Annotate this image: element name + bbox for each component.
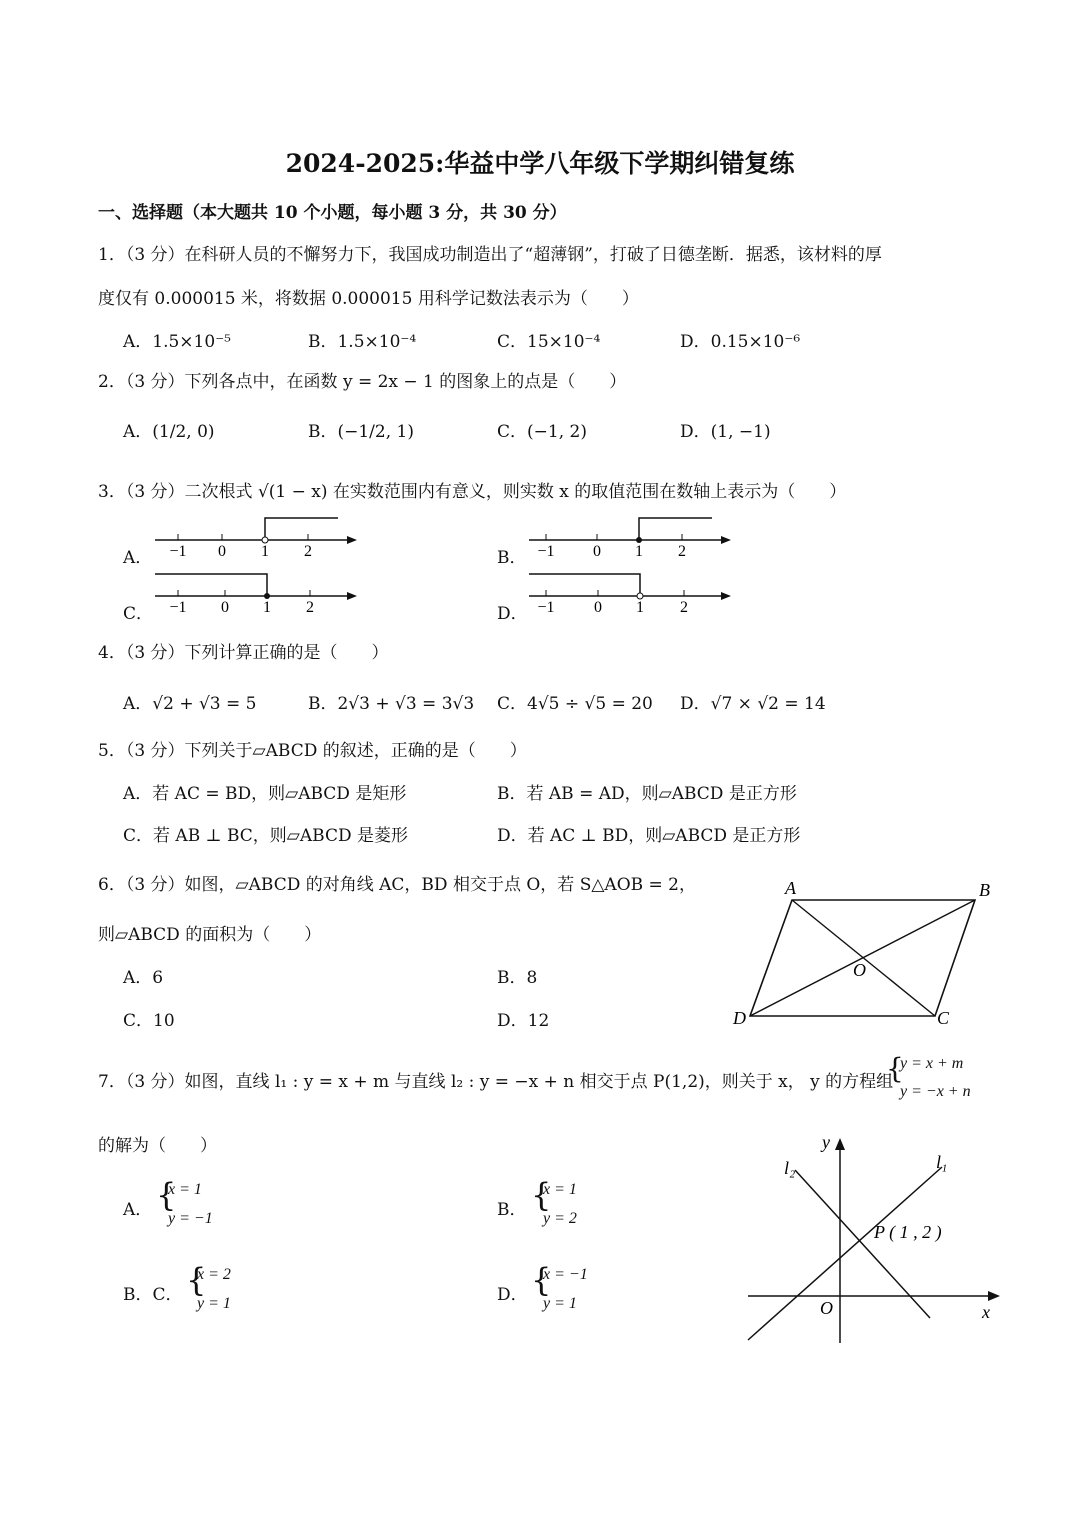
coordinate-figure — [740, 1128, 1010, 1353]
q7-option-a-eq1: x = 1 — [168, 1181, 202, 1198]
vertex-label-d: D — [733, 1008, 746, 1028]
system-eq1: y = x + m — [900, 1055, 964, 1072]
tick-label: 1 — [636, 599, 644, 616]
q1-option-d: D．0.15×10⁻⁶ — [680, 332, 801, 352]
tick-label: 2 — [306, 599, 314, 616]
y-axis-label: y — [822, 1132, 830, 1152]
vertex-label-c: C — [937, 1008, 950, 1028]
q5-option-a: A．若 AC = BD，则▱ABCD 是矩形 — [123, 784, 407, 804]
q2-option-a: A．(1/2, 0) — [123, 422, 215, 442]
tick-label: −1 — [537, 543, 555, 560]
q6-line2: 则▱ABCD 的面积为（ ） — [98, 925, 322, 945]
q7-option-d-eq2: y = 1 — [543, 1295, 577, 1312]
vertex-label-b: B — [979, 880, 990, 900]
q3-option-d: D． — [497, 604, 528, 624]
q2-option-c: C．(−1, 2) — [497, 422, 587, 442]
line-l1 — [748, 1167, 942, 1340]
tick-label: 2 — [304, 543, 312, 560]
q1-option-b: B．1.5×10⁻⁴ — [308, 332, 417, 352]
q7-option-c-eq2: y = 1 — [197, 1295, 231, 1312]
q6-option-a: A．6 — [123, 968, 164, 988]
q5-option-c: C．若 AB ⊥ BC，则▱ABCD 是菱形 — [123, 826, 408, 846]
system-brace: { — [886, 1052, 904, 1085]
q4-option-b: B．2√3 + √3 = 3√3 — [308, 694, 475, 714]
q4-option-c: C．4√5 ÷ √5 = 20 — [497, 694, 653, 714]
q1-line1: 1．（3 分）在科研人员的不懈努力下，我国成功制造出了“超薄钢”，打破了日德垄断．据悉，该材料的厚 — [98, 245, 882, 265]
q5-line1: 5．（3 分）下列关于▱ABCD 的叙述，正确的是（ ） — [98, 741, 527, 761]
q7-option-c-label: B．C． — [123, 1285, 183, 1305]
q7-option-a-eq2: y = −1 — [168, 1210, 213, 1227]
q1-line2: 度仅有 0.000015 米，将数据 0.000015 用科学记数法表示为（ ） — [98, 289, 639, 309]
brace: { — [186, 1261, 207, 1299]
l2-label: l₂ — [784, 1158, 796, 1178]
q6-option-b: B．8 — [497, 968, 538, 988]
q3-option-c: C． — [123, 604, 154, 624]
q7-line1: 7．（3 分）如图，直线 l₁ : y = x + m 与直线 l₂ : y = −x + n 相交于点 P(1,2)，则关于 x， y 的方程组 — [98, 1072, 894, 1092]
page-title: 2024-2025:华益中学八年级下学期纠错复练 — [285, 149, 795, 178]
tick-label: 0 — [594, 599, 602, 616]
tick-label: 0 — [221, 599, 229, 616]
tick-label: 1 — [261, 543, 269, 560]
q6-line1: 6．（3 分）如图，▱ABCD 的对角线 AC，BD 相交于点 O，若 S△AOB = 2， — [98, 875, 696, 895]
q7-option-d-label: D． — [497, 1285, 528, 1305]
q4-option-d: D．√7 × √2 = 14 — [680, 694, 826, 714]
q7-option-c-eq1: x = 2 — [197, 1266, 231, 1283]
vertex-label-a: A — [785, 878, 796, 898]
tick-label: −1 — [169, 599, 187, 616]
system-eq2: y = −x + n — [900, 1083, 971, 1100]
q2-option-b: B．(−1/2, 1) — [308, 422, 414, 442]
q1-option-c: C．15×10⁻⁴ — [497, 332, 601, 352]
tick-label: 1 — [635, 543, 643, 560]
q7-option-d-eq1: x = −1 — [543, 1266, 588, 1283]
brace: { — [531, 1176, 552, 1214]
q7-option-b-eq2: y = 2 — [543, 1210, 577, 1227]
brace: { — [531, 1261, 552, 1299]
section-heading: 一、选择题（本大题共 10 个小题，每小题 3 分，共 30 分） — [98, 203, 567, 223]
q7-option-a-label: A． — [123, 1200, 153, 1220]
q6-option-d: D．12 — [497, 1011, 550, 1031]
intersection-label: P ( 1 , 2 ) — [874, 1222, 942, 1242]
number-line-c — [150, 568, 365, 618]
q4-option-a: A．√2 + √3 = 5 — [123, 694, 257, 714]
l1-label: l₁ — [936, 1152, 948, 1172]
q3-line1: 3．（3 分）二次根式 √(1 − x) 在实数范围内有意义，则实数 x 的取值范围在数轴上表示为（ ） — [98, 482, 847, 502]
center-label-o: O — [853, 960, 866, 980]
q7-option-b-eq1: x = 1 — [543, 1181, 577, 1198]
q4-line1: 4．（3 分）下列计算正确的是（ ） — [98, 643, 389, 663]
parallelogram-figure — [725, 870, 1005, 1035]
tick-label: 0 — [218, 543, 226, 560]
q6-option-c: C．10 — [123, 1011, 175, 1031]
q5-option-d: D．若 AC ⊥ BD，则▱ABCD 是正方形 — [497, 826, 801, 846]
tick-label: 0 — [593, 543, 601, 560]
number-line-b — [524, 512, 739, 562]
origin-label: O — [820, 1298, 833, 1318]
q7-line2: 的解为（ ） — [98, 1136, 217, 1156]
q5-option-b: B．若 AB = AD，则▱ABCD 是正方形 — [497, 784, 797, 804]
number-line-d — [524, 568, 739, 618]
tick-label: −1 — [537, 599, 555, 616]
x-axis-label: x — [982, 1302, 990, 1322]
q2-option-d: D．(1, −1) — [680, 422, 771, 442]
q7-option-b-label: B． — [497, 1200, 527, 1220]
tick-label: 2 — [680, 599, 688, 616]
number-line-a — [150, 512, 365, 562]
q3-option-b: B． — [497, 548, 527, 568]
tick-label: −1 — [169, 543, 187, 560]
q2-line1: 2．（3 分）下列各点中，在函数 y = 2x − 1 的图象上的点是（ ） — [98, 372, 627, 392]
tick-label: 1 — [263, 599, 271, 616]
q1-option-a: A．1.5×10⁻⁵ — [123, 332, 231, 352]
q3-option-a: A． — [123, 548, 153, 568]
tick-label: 2 — [678, 543, 686, 560]
brace: { — [156, 1176, 177, 1214]
